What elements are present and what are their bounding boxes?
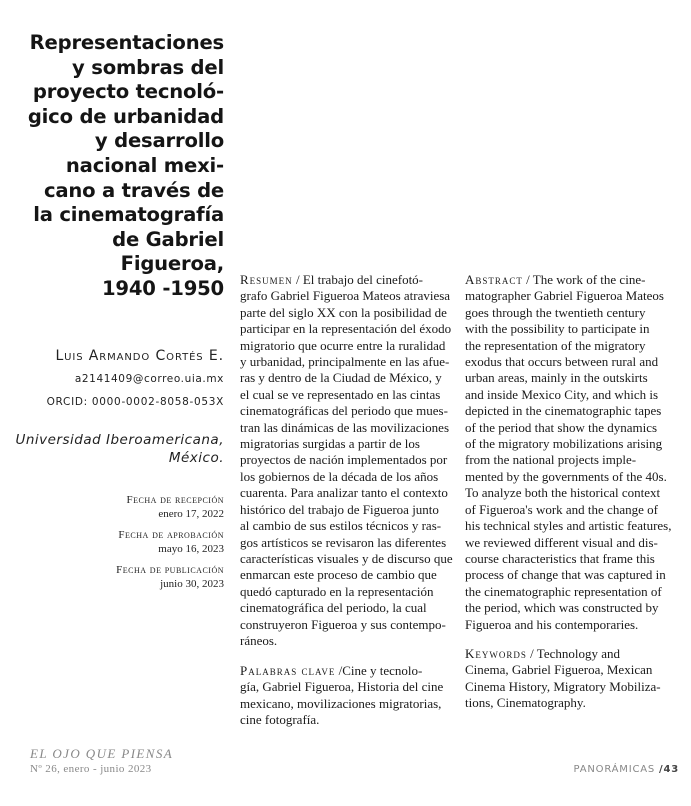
abstract-line: The work of the cine- [532,272,646,287]
resumen-line: cinematográficas del periodo que mues- [240,403,448,419]
resumen-line: quedó capturado en la representación [240,583,434,599]
keywords-first-line [465,646,661,662]
page-footer [574,764,679,775]
abstract-line: we reviewed different visual and dis- [465,534,658,550]
resumen-line: grafo Gabriel Figueroa Mateos atraviesa [240,288,451,304]
abstract-section [465,272,671,633]
date-published [24,564,224,591]
resumen-line: histórico del trabajo de Figueroa junto [240,501,439,517]
resumen-first-line [240,272,453,288]
abstract-line: exodus that occurs between rural and [465,354,659,370]
abstract-line: urban areas, mainly in the outskirts [465,370,648,386]
palabras-clave-section [240,663,443,729]
abstract-line: of Figueroa's work and the change of [465,501,658,517]
journal-footer [30,746,173,775]
resumen-line: y urbanidad, principalmente en las afue- [240,354,450,370]
palabras-clave-line: gía, Gabriel Figueroa, Historia del cine [240,679,444,695]
resumen-line: enmarcan este proceso de cambio que [240,567,437,583]
keywords-line: Technology and [536,646,620,661]
resumen-section [240,272,453,649]
abstract-line: from the national projects imple- [465,452,637,468]
abstract-line: the representation of the migratory [465,337,646,353]
resumen-line: al cambio de sus estilos técnicos y ras- [240,518,442,534]
resumen-line: migratorio que ocurre entre la ruralidad [240,337,446,353]
keywords-line: Cinema, Gabriel Figueroa, Mexican [465,662,653,678]
resumen-line: características visuales y de discurso que [240,550,453,566]
palabras-clave-line: Cine y tecnolo- [342,663,423,678]
separator: / [526,646,537,661]
title-line: gico de urbanidad [27,104,224,128]
palabras-clave-first-line [240,663,443,679]
resumen-line: proyectos de nación implementados por [240,452,448,468]
resumen-line: gos artísticos se revisaron las diferentes [240,534,447,550]
keywords-section [465,646,661,712]
author-institution [14,431,224,467]
page-number: /43 [659,764,679,775]
abstract-line: his technical styles and artistic features, [465,518,672,534]
title-line: nacional mexi- [65,153,224,177]
date-received [24,494,224,521]
resumen-line: los gobiernos de la década de los años [240,468,439,484]
journal-issue: Nº 26, enero - junio 2023 [30,763,152,775]
date-label: Fecha de publicación [116,564,224,576]
abstract-line: the period, which was constructed by [465,600,659,616]
title-line: 1940 -1950 [101,276,224,300]
title-line: y desarrollo [94,129,224,153]
journal-name: EL OJO QUE PIENSA [30,746,174,761]
date-value: junio 30, 2023 [160,577,224,590]
abstract-line: process of change that was captured in [465,567,666,583]
author-email[interactable]: a2141409@correo.uia.mx [74,373,224,385]
abstract-line: To analyze both the historical context [465,485,661,501]
palabras-clave-label: Palabras clave [240,663,336,678]
title-line: Representaciones [29,31,224,54]
abstract-line: goes through the twentieth century [465,304,646,320]
resumen-line: migratorias surgidas a partir de los [240,436,420,452]
publication-dates [24,494,224,599]
abstract-line: with the possibility to participate in [465,321,650,337]
abstract-line: the cinematographic representation of [465,583,662,599]
date-label: Fecha de aprobación [118,529,224,541]
article-title [9,31,224,302]
resumen-line: ras y dentro de la Ciudad de México, y [240,370,442,386]
author-orcid[interactable]: ORCID: 0000-0002-8058-053X [46,396,224,408]
separator: / [335,663,343,678]
keywords-label: Keywords [465,646,527,661]
date-approved [24,529,224,556]
resumen-line: participar en la representación del éxodo [240,321,452,337]
title-line: proyecto tecnoló- [32,80,224,104]
resumen-line: ráneos. [240,632,278,648]
title-line: la cinematografía [33,203,224,227]
date-label: Fecha de recepción [126,494,224,506]
abstract-line: matographer Gabriel Figueroa Mateos [465,288,664,304]
abstract-first-line [465,272,671,288]
abstract-line: of the period that show the dynamics [465,419,658,435]
resumen-line: construyeron Figueroa y sus contempo- [240,616,446,632]
resumen-line: el cual se ve representado en las cintas [240,386,441,402]
title-line: Figueroa, [120,252,224,276]
keywords-line: tions, Cinematography. [465,695,586,711]
abstract-line: depicted in the cinematographic tapes [465,403,662,419]
date-value: enero 17, 2022 [158,507,224,520]
title-line: de Gabriel [112,227,224,251]
abstract-line: course characteristics that frame this [465,550,655,566]
section-name: PANORÁMICAS [573,764,660,775]
resumen-line: El trabajo del cinefotó- [302,272,424,287]
institution-line: Universidad Iberoamericana, [15,432,224,448]
institution-line: México. [168,450,224,466]
title-line: cano a través de [43,178,224,202]
abstract-line: mented by the governments of the 40s. [465,468,667,484]
abstract-line: Figueroa and his contemporaries. [465,616,639,632]
abstract-line: and inside Mexico City, and which is [465,386,659,402]
abstract-line: of the migratory mobilizations arising [465,436,663,452]
date-value: mayo 16, 2023 [158,542,224,555]
resumen-line: cinematográfica del periodo, la cual [240,600,427,616]
separator: / [522,272,533,287]
resumen-label: Resumen [240,272,293,287]
palabras-clave-line: mexicano, movilizaciones migratorias, [240,695,442,711]
separator: / [292,272,303,287]
resumen-line: parte del siglo XX con la posibilidad de [240,304,447,320]
keywords-line: Cinema History, Migratory Mobiliza- [465,678,661,694]
abstract-label: Abstract [465,272,523,287]
author-name: Luis Armando Cortés E. [55,348,224,364]
palabras-clave-line: cine fotografía. [240,712,320,728]
resumen-line: tran las dinámicas de las movilizaciones [240,419,450,435]
resumen-line: cuarenta. Para analizar tanto el contexto [240,485,448,501]
title-line: y sombras del [72,55,224,79]
